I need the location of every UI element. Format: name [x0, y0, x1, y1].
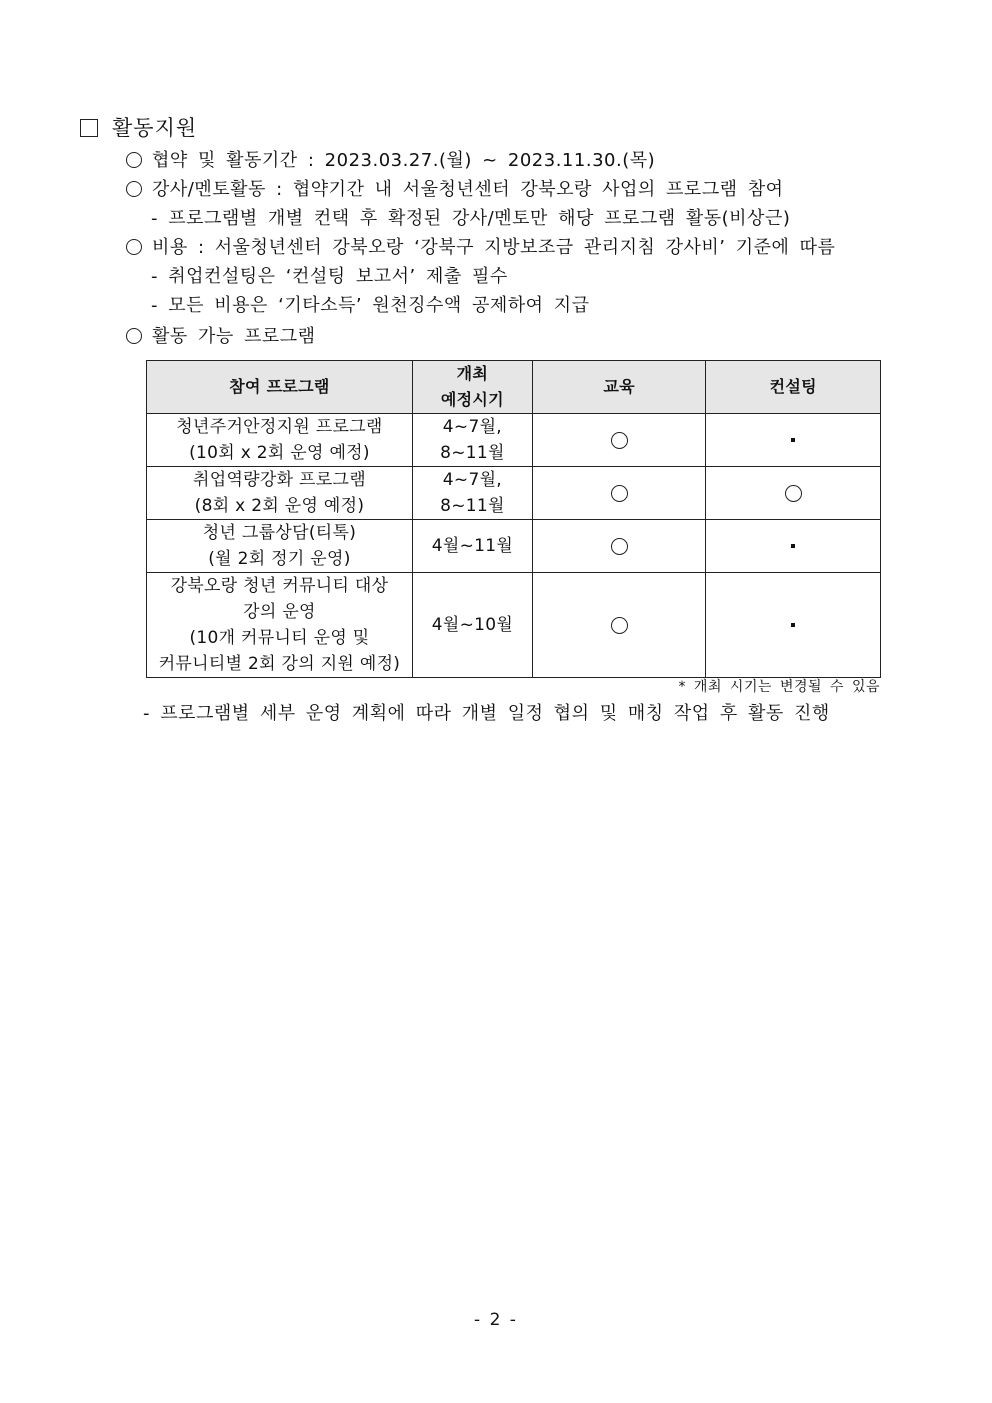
header-schedule-line-2: 예정시기: [440, 390, 504, 409]
closing-line: - 프로그램별 세부 운영 계획에 따라 개별 일정 협의 및 매칭 작업 후 활동 진행: [143, 703, 830, 724]
header-consulting: 컨설팅: [706, 361, 881, 414]
cell-consulting: [706, 573, 881, 678]
item-instructor: [126, 179, 784, 201]
program-table: [146, 360, 881, 678]
page-number: - 2 -: [474, 1310, 518, 1330]
table-row: [147, 520, 881, 573]
table-row: [147, 467, 881, 520]
cell-schedule: [412, 520, 532, 573]
circle-bullet-icon: [126, 152, 142, 168]
program-line: (월 2회 정기 운영): [208, 549, 351, 569]
cell-consulting: [706, 467, 881, 520]
circle-bullet-icon: [126, 239, 142, 255]
cell-program: [147, 520, 413, 573]
cell-schedule: [412, 573, 532, 678]
table-header-row: [147, 361, 881, 414]
header-program: 참여 프로그램: [147, 361, 413, 414]
cell-schedule: [412, 414, 532, 467]
item-instructor-text: 강사/멘토활동 : 협약기간 내 서울청년센터 강북오랑 사업의 프로그램 참여: [152, 179, 784, 200]
cell-consulting: [706, 520, 881, 573]
program-line: 커뮤니티별 2회 강의 지원 예정): [158, 654, 401, 674]
cell-program: [147, 414, 413, 467]
header-schedule-line-1: 개최: [456, 364, 489, 383]
dot-mark-icon: [791, 544, 795, 548]
item-programs-text: 활동 가능 프로그램: [152, 326, 316, 347]
circle-mark-icon: [785, 485, 802, 502]
item-cost-sub-1: - 취업컨설팅은 ‘컨설팅 보고서’ 제출 필수: [151, 266, 508, 287]
cell-program: [147, 573, 413, 678]
square-bullet-icon: [80, 119, 98, 137]
cell-education: [532, 467, 706, 520]
cell-consulting: [706, 414, 881, 467]
item-instructor-sub: - 프로그램별 개별 컨택 후 확정된 강사/멘토만 해당 프로그램 활동(비상근): [151, 208, 791, 229]
schedule-line: 4~7월,: [442, 470, 502, 490]
program-line: 청년 그룹상담(티톡): [202, 523, 357, 543]
program-line: (10개 커뮤니티 운영 및: [189, 628, 370, 648]
section-title: [80, 115, 197, 141]
program-line: (8회 x 2회 운영 예정): [194, 496, 365, 516]
circle-bullet-icon: [126, 328, 142, 344]
item-programs: [126, 326, 316, 348]
item-cost: [126, 237, 835, 259]
program-line: 청년주거안정지원 프로그램: [176, 417, 383, 437]
program-line: 강의 운영: [243, 602, 316, 622]
program-line: 강북오랑 청년 커뮤니티 대상: [170, 576, 389, 596]
cell-schedule: [412, 467, 532, 520]
schedule-line: 4~7월,: [442, 417, 502, 437]
circle-bullet-icon: [126, 181, 142, 197]
table-footnote: * 개최 시기는 변경될 수 있음: [678, 679, 880, 695]
dot-mark-icon: [791, 438, 795, 442]
section-title-text: 활동지원: [112, 116, 198, 140]
circle-mark-icon: [611, 617, 628, 634]
schedule-line: 4월~10월: [431, 615, 514, 635]
cell-program: [147, 467, 413, 520]
cell-education: [532, 520, 706, 573]
table-row: [147, 414, 881, 467]
item-period-text: 협약 및 활동기간 : 2023.03.27.(월) ~ 2023.11.30.(목): [152, 150, 656, 171]
circle-mark-icon: [611, 538, 628, 555]
dot-mark-icon: [791, 623, 795, 627]
schedule-line: 4월~11월: [431, 536, 514, 556]
table-row: [147, 573, 881, 678]
schedule-line: 8~11월: [440, 496, 505, 516]
program-line: (10회 x 2회 운영 예정): [189, 443, 370, 463]
circle-mark-icon: [611, 432, 628, 449]
header-schedule: [412, 361, 532, 414]
header-education: 교육: [532, 361, 706, 414]
schedule-line: 8~11월: [440, 443, 505, 463]
circle-mark-icon: [611, 485, 628, 502]
program-line: 취업역량강화 프로그램: [193, 470, 366, 490]
item-cost-sub-2: - 모든 비용은 ‘기타소득’ 원천징수액 공제하여 지급: [151, 295, 590, 316]
item-cost-text: 비용 : 서울청년센터 강북오랑 ‘강북구 지방보조금 관리지침 강사비’ 기준에 따름: [152, 237, 836, 258]
cell-education: [532, 573, 706, 678]
item-period: [126, 150, 655, 172]
cell-education: [532, 414, 706, 467]
